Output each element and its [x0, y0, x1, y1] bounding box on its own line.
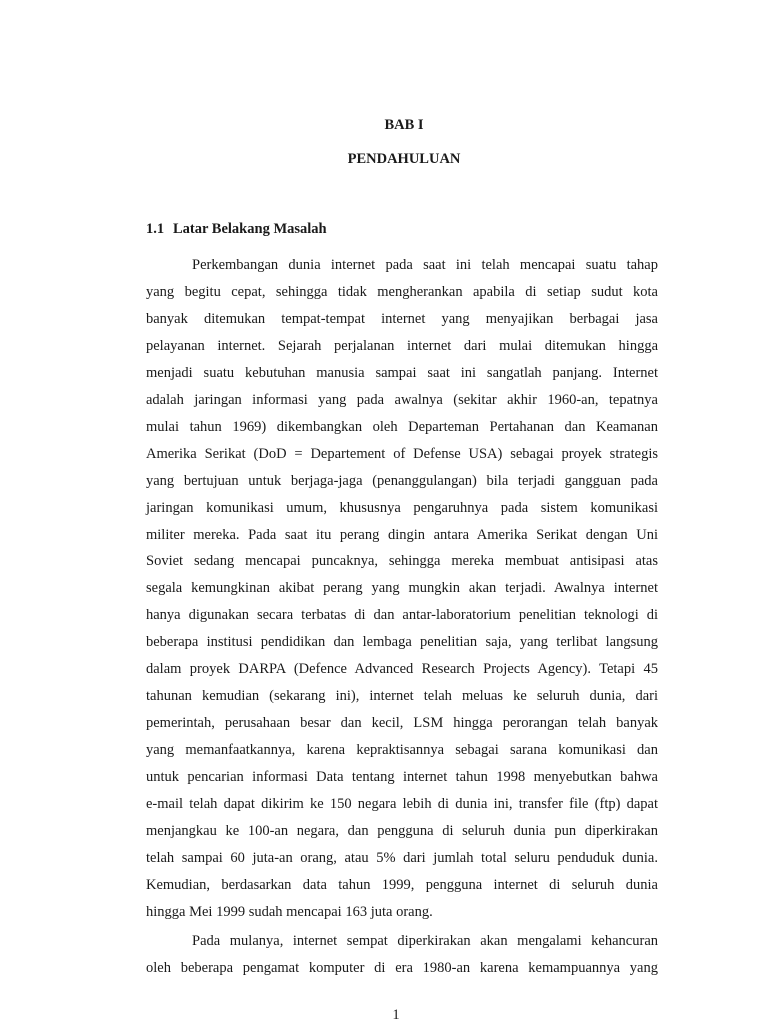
paragraph-line: oleh beberapa pengamat komputer di era 1980-an karena kemampuannya yang	[146, 959, 658, 976]
paragraph-line: beberapa institusi pendidikan dan lembaga penelitian saja, yang terlibat langsung	[146, 634, 658, 651]
section-number: 1.1	[146, 221, 165, 237]
paragraph-line: banyak ditemukan tempat-tempat internet yang menyajikan berbagai jasa	[146, 310, 658, 327]
chapter-title: PENDAHULUAN	[347, 151, 461, 167]
paragraph-line: Amerika Serikat (DoD = Departement of Defense USA) sebagai proyek strategis	[146, 445, 658, 462]
paragraph-line: telah sampai 60 juta-an orang, atau 5% dari jumlah total seluru penduduk dunia.	[146, 849, 658, 866]
chapter-label: BAB I	[384, 117, 424, 133]
paragraph-line: pelayanan internet. Sejarah perjalanan internet dari mulai ditemukan hingga	[146, 337, 658, 354]
paragraph-line: hanya digunakan secara terbatas di dan antar-laboratorium penelitian teknologi di	[146, 607, 658, 624]
body-paragraph	[146, 252, 658, 926]
paragraph-line: menjangkau ke 100-an negara, dan pengguna di seluruh dunia pun diperkirakan	[146, 823, 658, 840]
paragraph-line: yang bertujuan untuk berjaga-jaga (penanggulangan) bila terjadi gangguan pada	[146, 472, 658, 489]
paragraph-line: tahunan kemudian (sekarang ini), internet telah meluas ke seluruh dunia, dari	[146, 688, 658, 705]
paragraph-line: pemerintah, perusahaan besar dan kecil, LSM hingga perorangan telah banyak	[146, 715, 658, 732]
paragraph-line: yang begitu cepat, sehingga tidak mengherankan apabila di setiap sudut kota	[146, 283, 658, 300]
body-paragraph	[146, 928, 658, 982]
paragraph-line: dalam proyek DARPA (Defence Advanced Research Projects Agency). Tetapi 45	[146, 661, 658, 678]
section-heading	[146, 221, 327, 238]
paragraph-line: segala kemungkinan akibat perang yang mungkin akan terjadi. Awalnya internet	[146, 580, 658, 597]
paragraph-line: Soviet sedang mencapai puncaknya, sehingga mereka membuat antisipasi atas	[146, 553, 658, 570]
paragraph-line: jaringan komunikasi umum, khususnya pengaruhnya pada sistem komunikasi	[146, 499, 658, 516]
paragraph-line: mulai tahun 1969) dikembangkan oleh Departeman Pertahanan dan Keamanan	[146, 418, 658, 435]
section-title: Latar Belakang Masalah	[173, 221, 327, 237]
paragraph-line: Pada mulanya, internet sempat diperkirakan akan mengalami kehancuran	[192, 933, 658, 949]
paragraph-line: Perkembangan dunia internet pada saat ini telah mencapai suatu tahap	[192, 257, 658, 273]
paragraph-line: adalah jaringan informasi yang pada awalnya (sekitar akhir 1960-an, tepatnya	[146, 391, 658, 408]
paragraph-line: e-mail telah dapat dikirim ke 150 negara lebih di dunia ini, transfer file (ftp) dapat	[146, 796, 658, 813]
paragraph-line: Kemudian, berdasarkan data tahun 1999, pengguna internet di seluruh dunia	[146, 876, 658, 893]
paragraph-line: militer mereka. Pada saat itu perang dingin antara Amerika Serikat dengan Uni	[146, 526, 658, 543]
paragraph-line: yang memanfaatkannya, karena kepraktisannya sebagai sarana komunikasi dan	[146, 742, 658, 759]
paragraph-line: menjadi suatu kebutuhan manusia sampai saat ini sangatlah panjang. Internet	[146, 364, 658, 381]
paragraph-line: untuk pencarian informasi Data tentang internet tahun 1998 menyebutkan bahwa	[146, 769, 658, 786]
paragraph-line: hingga Mei 1999 sudah mencapai 163 juta orang.	[146, 903, 433, 920]
page-number: 1	[392, 1007, 400, 1023]
